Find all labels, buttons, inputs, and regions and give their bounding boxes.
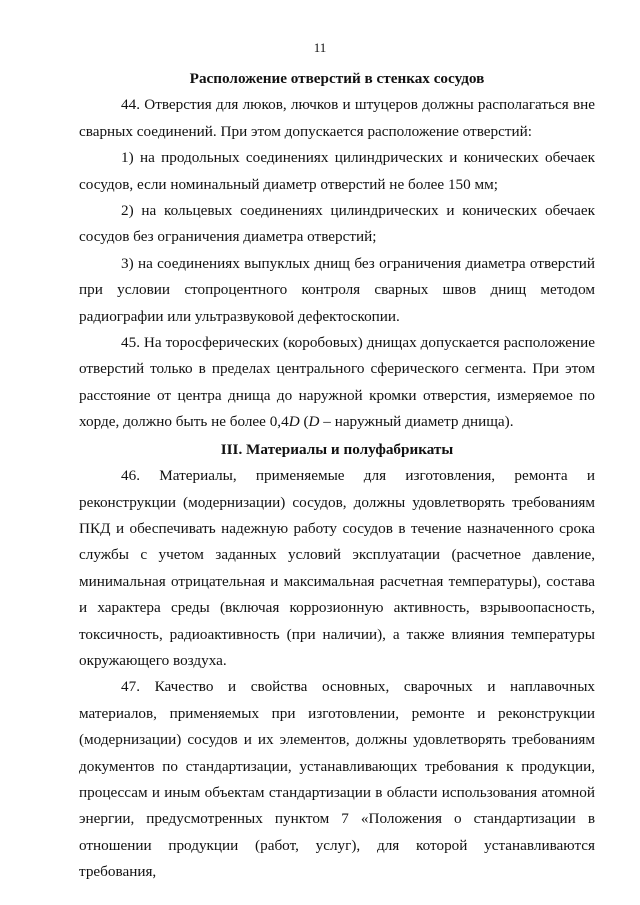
paragraph-45-end: – наружный диаметр днища). [319, 413, 514, 431]
page-content [79, 66, 595, 886]
paragraph-46: 46. Материалы, применяемые для изготовления, ремонта и реконструкции (модернизации) сосудов, должны удовлетворять требованиям ПКД и обеспечивать надежную работу сосудов в течение назначенного срока службы с учетом заданных условий эксплуатации (расчетное давление, минимальная отрицательная и максимальная расчетная температуры), состава и характера среды (включая коррозионную активность, взрывоопасность, токсичность, радиоактивность (при наличии), а также влияния температуры окружающего воздуха. [79, 467, 595, 669]
paragraph-45-text: 45. На торосферических (коробовых) днищах допускается расположение отверстий только в пределах центрального сферического сегмента. При этом расстояние от центра днища до наружной кромки отверстия, измеряемое по хорде, должно быть не более 0,4 [79, 334, 595, 431]
variable-d: D [308, 413, 320, 431]
variable-d: D [288, 413, 300, 431]
section-heading-openings: Расположение отверстий в стенках сосудов [189, 70, 485, 87]
paragraph-47: 47. Качество и свойства основных, сварочных и наплавочных материалов, применяемых при изготовлении, ремонте и реконструкции (модернизации) сосудов и их элементов, должны удовлетворять требованиям документов по стандартизации, устанавливающих требования к продукции, процессам и иным объектам стандартизации в области использования атомной энергии, предусмотренных пунктом 7 «Положения о стандартизации в отношении продукции (работ, услуг), для которой устанавливаются требования, [79, 678, 595, 881]
section-heading-materials: III. Материалы и полуфабрикаты [220, 440, 454, 458]
paragraph-44: 44. Отверстия для люков, лючков и штуцеров должны располагаться вне сварных соединений. При этом допускается расположение отверстий: [79, 96, 595, 140]
paragraph-45 [79, 330, 595, 436]
list-item-2: 2) на кольцевых соединениях цилиндрических и конических обечаек сосудов без ограничения диаметра отверстий; [79, 202, 595, 246]
paragraph-45-mid: ( [299, 413, 309, 431]
list-item-1: 1) на продольных соединениях цилиндрических и конических обечаек сосудов, если номинальный диаметр отверстий не более 150 мм; [79, 149, 595, 193]
list-item-3: 3) на соединениях выпуклых днищ без ограничения диаметра отверстий при условии стопроцентного контроля сварных швов днищ методом радиографии или ультразвуковой дефектоскопии. [79, 254, 595, 325]
page-number: 11 [313, 40, 327, 55]
